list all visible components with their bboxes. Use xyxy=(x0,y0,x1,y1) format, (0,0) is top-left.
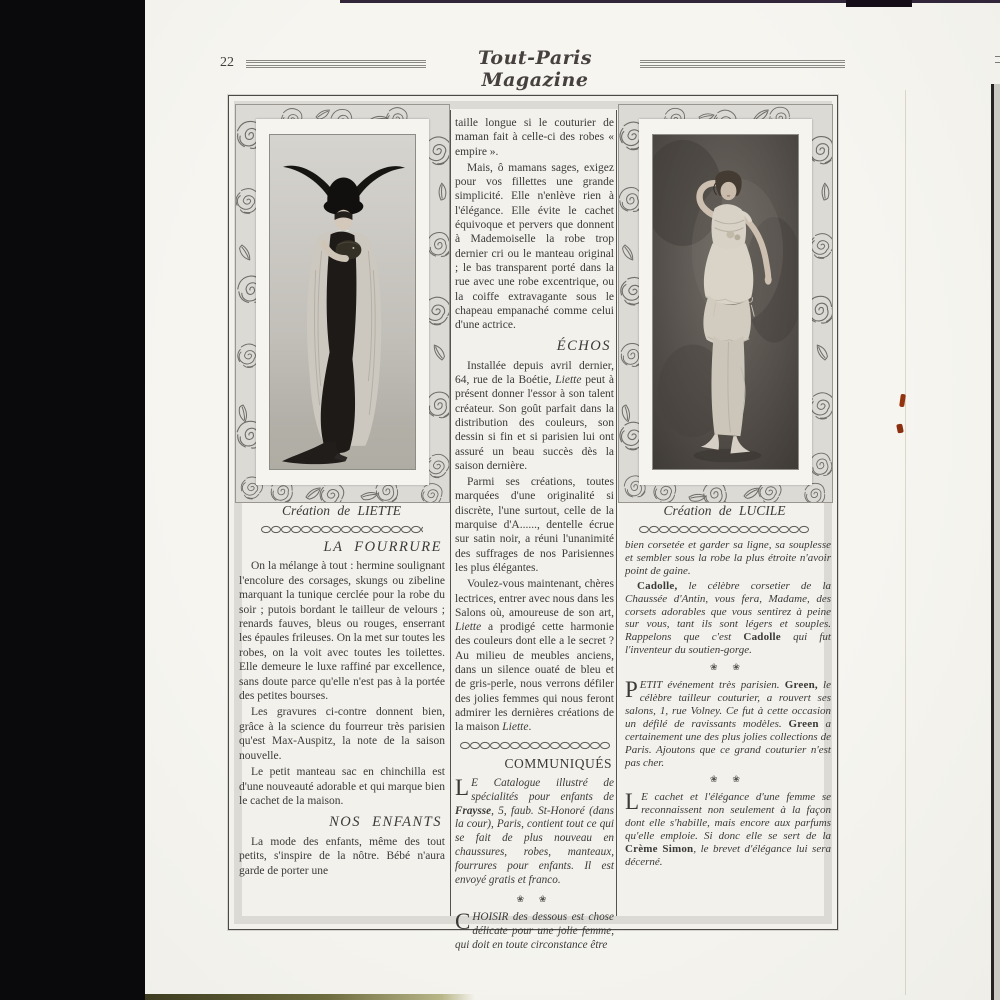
lucile-photo-panel xyxy=(618,104,833,503)
chain-divider xyxy=(460,741,610,750)
echos-heading: ÉCHOS xyxy=(556,338,611,355)
column-rule-right xyxy=(616,110,617,916)
chain-divider xyxy=(639,525,809,534)
lucile-caption xyxy=(618,503,831,519)
paragraph: Installée depuis avril dernier, 64, rue de la Boétie, Liette peut à présent donner l'essor à son talent créateur. Son goût parfait dans la distribution des couleurs, son dessin si fin et si parisien lui ont assuré un beau succès dès la saison dernière. xyxy=(455,359,615,472)
column-rule-left xyxy=(450,110,451,916)
page-frame xyxy=(228,95,838,952)
paragraph: Cadolle, le célèbre corsetier de la Chaussée d'Antin, vous fera, Madame, des corsets adorables que vous sentirez à peine sur vous, tant ils sont légers et souples. Rappelons que c'est Cadolle qui fut l'inventeur du soutien-gorge. xyxy=(625,579,831,657)
page-crease xyxy=(905,90,906,995)
paragraph: On la mélange à tout : hermine soulignant l'encolure des corsages, skungs ou zibeline marquant la tunique cerclée pour la robe du soir ; putois bordant le tailleur de velours ; renards fauves, bleus ou rouges, enserrant les épaules frileuses. On la met sur toutes les robes, on la voit avec toutes les toilettes. Elle demeure le luxe raffiné par excellence, sans doute parce qu'elle n'est pas à la portée des petites bourses. xyxy=(239,560,445,703)
page-number: 22 xyxy=(220,55,234,70)
caption-text: Création de LUCILE xyxy=(663,503,786,518)
next-page-header-rule xyxy=(995,56,1000,63)
magazine-title: Tout-Paris Magazine xyxy=(477,47,593,91)
communiques-heading: COMMUNIQUÉS xyxy=(504,756,612,772)
right-column xyxy=(625,539,831,871)
paragraph: bien corsetée et garder sa ligne, sa souplesse et sembler sous la robe la plus étroite n'avoir point de gaine. xyxy=(625,539,831,577)
drop-cap: L xyxy=(455,774,470,800)
fourrure-heading: LA FOURRURE xyxy=(323,539,442,555)
floral-divider: ❀ ❀ xyxy=(710,775,746,786)
center-column xyxy=(455,116,614,955)
paragraph: PETIT événement très parisien. Green, le célèbre tailleur couturier, a rouvert ses salons, 1, rue Volney. Ce fut à cette occasion un défilé de ravissants modèles. Green a certainement une des plus jolies collections de Paris. Ajoutons que ce grand couturier n'est pas cher. xyxy=(625,677,831,769)
caption-text: Création de LIETTE xyxy=(281,503,401,518)
photo-mat xyxy=(256,119,429,485)
next-page-edge xyxy=(994,84,1000,1000)
photo-mat xyxy=(639,119,812,485)
paragraph: Mais, ô mamans sages, exigez pour vos fillettes une grande simplicité. Elle n'enlève rien à l'élégance. Elle évite le cachet équivoque et pervers que donnent à Mademoiselle la robe trop dernier cri ou le manteau original ; le bas transparent porté dans la rue avec une robe excentrique, ou la coiffe extravagante sous le chapeau empanaché comme celui d'une actrice. xyxy=(455,161,614,332)
lucile-photograph xyxy=(652,134,799,470)
paragraph: Les gravures ci-contre donnent bien, grâce à la science du fourreur très parisien qu'est Max-Auspitz, la note de la saison nouvelle. xyxy=(239,706,445,762)
liette-illustration xyxy=(269,134,416,470)
masthead-rule-left xyxy=(246,60,426,68)
scan-background-left xyxy=(0,0,145,1000)
drop-cap: L xyxy=(625,789,640,815)
drop-cap: P xyxy=(625,677,638,703)
drop-cap: C xyxy=(455,909,471,935)
floral-divider: ❀ ❀ xyxy=(710,663,746,674)
floral-divider: ❀ ❀ xyxy=(516,895,553,906)
paragraph: Parmi ses créations, toutes marquées d'une originalité si discrète, l'une surtout, celle de la marquise d'A......, dentelle écrue sur satin noir, a réuni l'unanimité des suffrages de nos Parisiennes les plus élégantes. xyxy=(455,476,614,574)
communique-paragraph: CHOISIR des dessous est chose délicate pour une jolie femme, qui doit en toute circonstance être xyxy=(455,909,614,952)
enfants-heading: NOS ENFANTS xyxy=(329,814,442,831)
liette-photo-panel xyxy=(235,104,450,503)
scan-edge-bottom xyxy=(145,994,475,1000)
paragraph: La mode des enfants, même des tout petits, s'inspire de la nôtre. Bébé n'aura garde de porter une xyxy=(239,835,445,877)
masthead-rule-right xyxy=(640,60,845,68)
scan-edge-top-dark xyxy=(846,0,912,7)
paragraph: taille longue si le couturier de maman fait à celle-ci des robes « empire ». xyxy=(455,117,614,158)
liette-caption xyxy=(235,503,448,519)
communique-paragraph: L E Catalogue illustré de spécialités pour enfants de Fraysse, 5, faub. St-Honoré (dans la cour), Paris, contient tout ce qui se fait de plus nouveau en chaussures, robes, manteaux, fourrures pour enfants. Il est envoyé gratis et franco. xyxy=(455,774,614,887)
paragraph: L E cachet et l'élégance d'une femme se reconnaissent non seulement à la façon dont elle s'habille, mais encore aux parfums qu'elle emploie. Si donc elle se sert de la Crème Simon, le brevet d'élégance lui sera décerné. xyxy=(625,789,831,868)
paragraph: Le petit manteau sac en chinchilla est d'une nouveauté adorable et qui marque bien le cachet de la maison. xyxy=(239,766,445,807)
left-column xyxy=(239,533,445,880)
paragraph: Voulez-vous maintenant, chères lectrices, entrer avec nous dans les Salons où, amoureuse de son art, Liette a prodigé cette harmonie des couleurs dont elle a le secret ? Au milieu de meubles anciens, dans un silence ouaté de bleu et de gris-perle, nous verrons défiler des jolies femmes qui nous feront admirer les dernières créations de la maison Liette. xyxy=(455,578,615,734)
